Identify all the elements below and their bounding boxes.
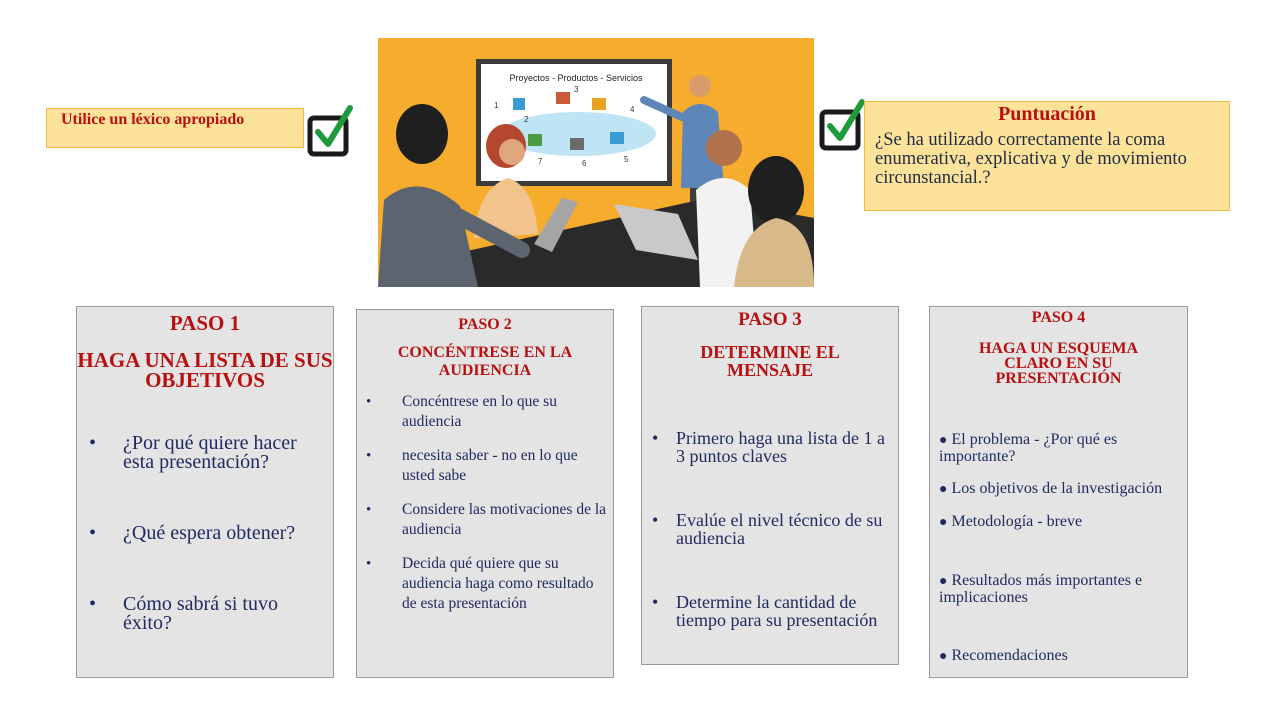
- checkbox-checked-icon: [818, 98, 866, 154]
- step-4-card: [929, 306, 1188, 678]
- list-item: [939, 573, 1187, 606]
- step-number: 7: [538, 157, 543, 166]
- list-item: [939, 648, 1187, 665]
- score-note-title: Puntuación: [998, 103, 1096, 125]
- list-item: • Determine la cantidad de tiempo para su presentación: [676, 593, 898, 629]
- step-3-list: [676, 429, 898, 629]
- meeting-illustration: [378, 38, 814, 287]
- step-4-title: HAGA UN ESQUEMA CLARO EN SU PRESENTACIÓN: [978, 340, 1139, 387]
- step-number: 6: [582, 159, 587, 168]
- list-item: [939, 432, 1187, 465]
- list-item: • necesita saber - no en lo que usted sabe: [402, 446, 613, 486]
- process-icon: [610, 132, 624, 144]
- list-item: • Evalúe el nivel técnico de su audiencia: [676, 511, 898, 547]
- step-1-label: PASO 1: [169, 311, 241, 335]
- step-2-label: PASO 2: [458, 316, 512, 333]
- step-1-title: HAGA UNA LISTA DE SUS OBJETIVOS: [77, 348, 333, 392]
- step-1-card: [76, 306, 334, 678]
- process-icon: [556, 92, 570, 104]
- process-icon: [570, 138, 584, 150]
- list-item: • Concéntrese en lo que su audiencia: [402, 392, 613, 432]
- step-4-label: PASO 4: [1031, 309, 1086, 326]
- screen-title: Proyectos - Productos - Servicios: [509, 73, 643, 83]
- lexicon-note: [46, 108, 304, 148]
- bullet-dot: ●: [939, 515, 948, 530]
- list-item: • Primero haga una lista de 1 a 3 puntos claves: [676, 429, 898, 465]
- list-item: • ¿Por qué quiere hacer esta presentación?: [123, 434, 333, 472]
- step-number: 1: [494, 101, 499, 110]
- list-item-text: Resultados más importantes e implicaciones: [939, 572, 1143, 606]
- step-1-list: [123, 434, 333, 633]
- list-item: • Cómo sabrá si tuvo éxito?: [123, 595, 333, 633]
- lexicon-note-label: Utilice un léxico apropiado: [61, 111, 245, 128]
- list-item-text: Metodología - breve: [951, 513, 1083, 530]
- list-item: • Decida qué quiere que su audiencia haga como resultado de esta presentación: [402, 554, 613, 614]
- list-item-text: Los objetivos de la investigación: [951, 480, 1163, 497]
- list-item: [939, 514, 1187, 531]
- step-number: 4: [630, 105, 635, 114]
- list-item: • Considere las motivaciones de la audiencia: [402, 500, 613, 540]
- step-2-title: CONCÉNTRESE EN LA AUDIENCIA: [397, 344, 573, 379]
- bullet-dot: ●: [939, 433, 948, 448]
- bullet-dot: ●: [939, 574, 948, 589]
- process-icon: [592, 98, 606, 110]
- list-item: • ¿Qué espera obtener?: [123, 524, 333, 543]
- step-2-list: [402, 392, 613, 614]
- process-icon: [528, 134, 542, 146]
- step-3-title: DETERMINE EL MENSAJE: [700, 342, 840, 380]
- process-icon: [513, 98, 525, 110]
- step-number: 2: [524, 115, 529, 124]
- bullet-dot: ●: [939, 482, 948, 497]
- score-note: [864, 101, 1230, 211]
- bullet-dot: ●: [939, 649, 948, 664]
- list-item-text: Recomendaciones: [951, 647, 1068, 664]
- step-number: 3: [574, 85, 579, 94]
- step-4-list: [939, 432, 1187, 665]
- score-note-question: ¿Se ha utilizado correctamente la coma enumerativa, explicativa y de movimiento circunstancial.?: [875, 130, 1187, 188]
- step-2-card: [356, 309, 614, 678]
- step-3-card: [641, 306, 899, 665]
- checkbox-checked-icon: [306, 102, 354, 158]
- list-item-text: El problema - ¿Por qué es importante?: [939, 431, 1118, 465]
- list-item: [939, 481, 1187, 498]
- step-number: 5: [624, 155, 629, 164]
- step-3-label: PASO 3: [738, 309, 802, 330]
